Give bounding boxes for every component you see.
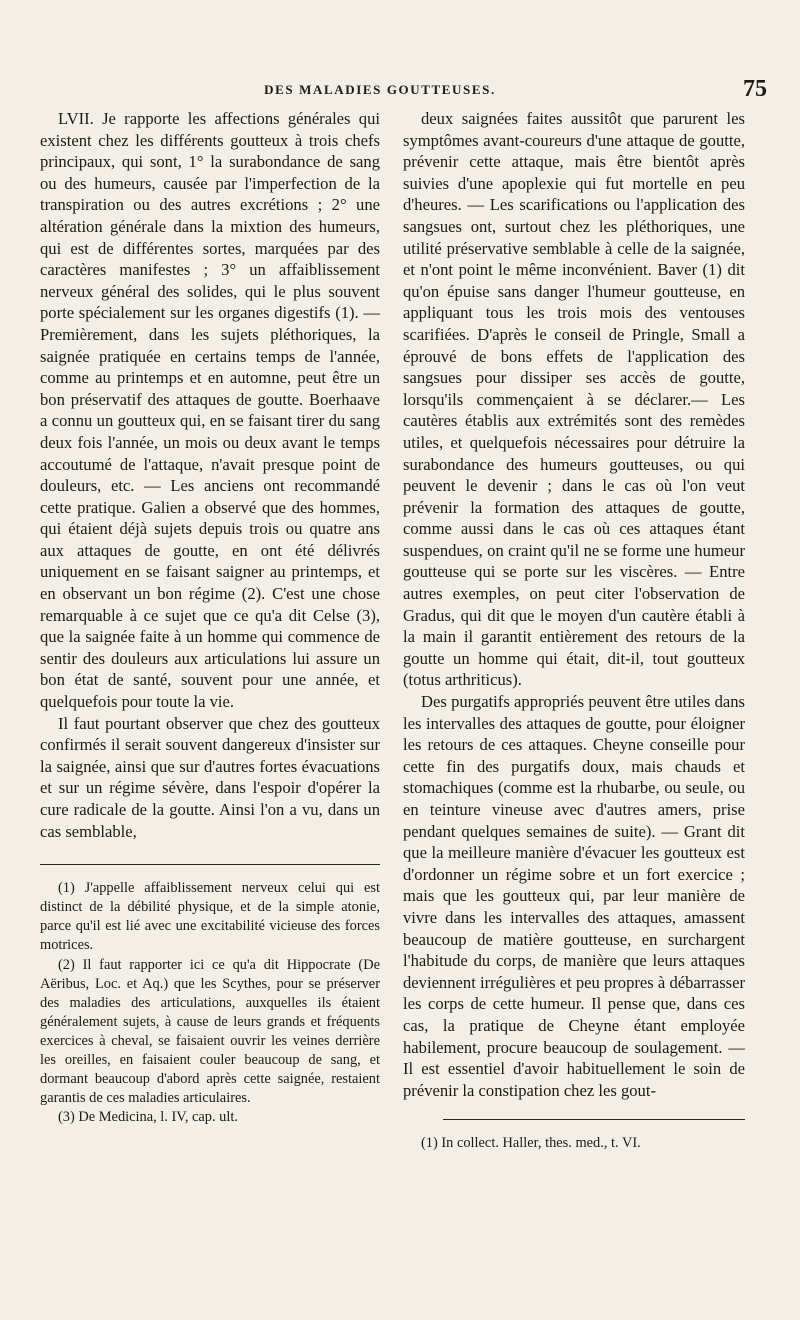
- left-column: [40, 108, 380, 1127]
- page-header: [0, 76, 800, 104]
- footnote: (2) Il faut rapporter ici ce qu'a dit Hippocrate (De Aëribus, Loc. et Aq.) que les Scythes, pour se préserver des maladies des articulations, auxquelles ils étaient généralement sujets, à cause de leurs grands et fréquents exercices à cheval, se faisaient ouvrir les veines derrière les oreilles, en faisaient couler beaucoup de sang, et dormant beaucoup d'abord après cette saignée, restaient garantis de ces maladies articulaires.: [40, 956, 380, 1107]
- paragraph: Il faut pourtant observer que chez des goutteux confirmés il serait souvent dangereux d'insister sur la saignée, ainsi que sur d'autres fortes évacuations et sur un régime sévère, dans l'espoir d'opérer la cure radicale de la goutte. Ainsi l'on a vu, dans un cas semblable,: [40, 713, 380, 841]
- page-number: 75: [743, 76, 767, 102]
- footnote: (1) J'appelle affaiblissement nerveux celui qui est distinct de la débilité physique, et de la simple atonie, parce qu'il est lié avec une excitabilité vicieuse des forces motrices.: [40, 880, 380, 954]
- footnote: (1) In collect. Haller, thes. med., t. VI.: [421, 1135, 641, 1152]
- right-footnotes: [403, 1134, 745, 1153]
- footnote-divider: [443, 1119, 745, 1120]
- right-column: [403, 108, 745, 1153]
- running-head: DES MALADIES GOUTTEUSES.: [264, 82, 496, 97]
- footnote: (3) De Medicina, l. IV, cap. ult.: [58, 1109, 238, 1126]
- footnote-divider: [40, 864, 380, 865]
- paragraph: deux saignées faites aussitôt que parurent les symptômes avant-coureurs d'une attaque de goutte, prévenir cette attaque, mais être bientôt après suivies d'une apoplexie qui fut mortelle en peu d'heures. — Les scarifications ou l'application des sangsues ont, surtout chez les pléthoriques, une utilité préservative semblable à celle de la saignée, et n'ont point le même inconvénient. Baver (1) dit qu'on épuise sans danger l'humeur goutteuse, en appliquant tous les trois mois des ventouses scarifiées. D'après le conseil de Pringle, Small a éprouvé de bons effets de l'application des sangsues pour dissiper ses accès de goutte, lorsqu'ils commençaient à se déclarer.— Les cautères établis aux extrémités sont des remèdes utiles, et quelquefois nécessaires pour détruire la surabondance des humeurs goutteuses, ou qui peuvent le devenir ; dans le cas où l'on veut prévenir la formation des attaques de goutte, comme aussi dans le cas où ces attaques étant suspendues, on craint qu'il ne se forme une humeur goutteuse qui se porte sur les viscères. — Entre autres exemples, on peut citer l'observation de Gradus, qui dit que le moyen d'un cautère établi à la main il garantit entièrement des retours de la goutte un homme qui était, dit-il, tout goutteux (totus arthriticus).: [403, 109, 745, 690]
- left-body-text: [40, 108, 380, 842]
- paragraph: LVII. Je rapporte les affections générales qui existent chez les différents goutteux à trois chefs principaux, qui sont, 1° la surabondance de sang ou des humeurs, causée par l'imperfection de la transpiration ou des autres excrétions ; 2° une altération générale dans la mixtion des humeurs, qui est de différentes sortes, marquées par des caractères manifestes ; 3° un affaiblissement nerveux général des solides, qui le plus souvent porte spécialement sur les organes digestifs (1). — Premièrement, dans les sujets pléthoriques, la saignée pratiquée en certains temps de l'année, comme au printemps et en automne, peut être un bon préservatif des attaques de goutte. Boerhaave a connu un goutteux qui, en se faisant tirer du sang deux fois l'année, un mois ou deux avant le temps accoutumé de l'attaque, n'avait presque point de douleurs, etc. — Les anciens ont recommandé cette pratique. Galien a observé que des hommes, qui étaient déjà sujets depuis trois ou quatre ans aux attaques de goutte, en ont été délivrés uniquement en se faisant saigner au printemps, et en observant un bon régime (2). C'est une chose remarquable à ce sujet que ce qu'a dit Celse (3), que la saignée faite à un homme qui commence de sentir des douleurs aux articulations lui assure un bon état de santé, souvent pour une année, et quelquefois pour toute la vie.: [40, 109, 380, 712]
- left-footnotes: [40, 879, 380, 1127]
- paragraph: Des purgatifs appropriés peuvent être utiles dans les intervalles des attaques de goutte, pour éloigner les retours de ces attaques. Cheyne conseille pour cette fin des purgatifs doux, mais chauds et stomachiques (comme est la rhubarbe, ou seule, ou en teinture vineuse avec d'autres amers, prise pendant quelques semaines de suite). — Grant dit que la meilleure manière d'évacuer les goutteux est d'ordonner un régime sobre et un fort exercice ; mais que les goutteux qui, par leur manière de vivre dans les intervalles des attaques, amassent beaucoup de matière goutteuse, en surchargent l'habitude du corps, de manière que leurs attaques deviennent irrégulières et peu propres à débarrasser les corps de cette humeur. Il pense que, dans ces cas, la pratique de Cheyne étant employée habilement, procure beaucoup de soulagement. — Il est essentiel d'avoir habituellement le soin de prévenir la constipation chez les gout-: [403, 692, 745, 1100]
- right-body-text: [403, 108, 745, 1101]
